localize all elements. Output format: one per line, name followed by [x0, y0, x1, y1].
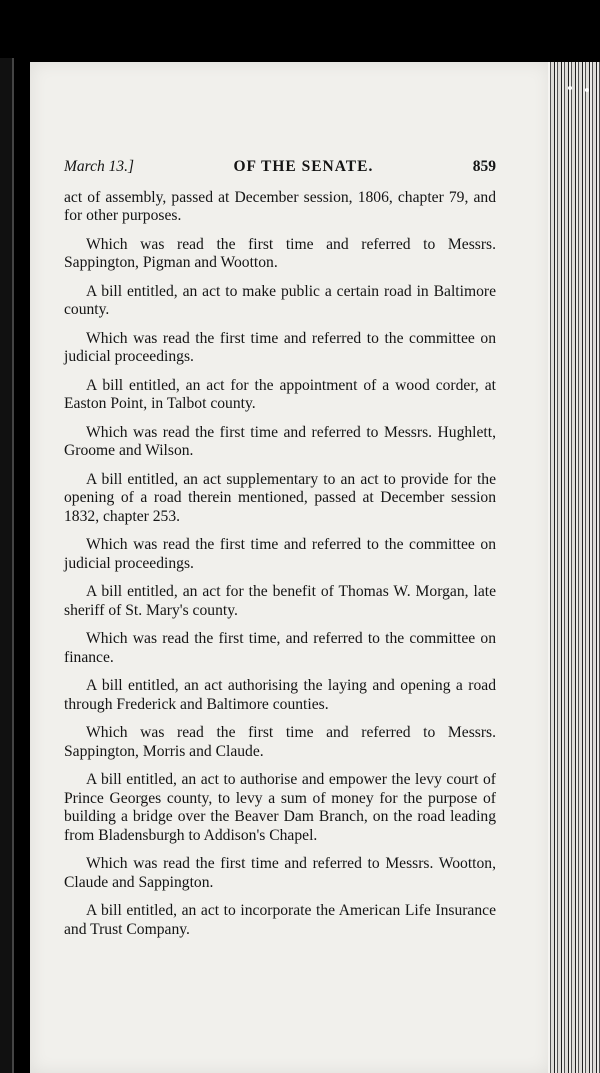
paragraph: Which was read the first time and referred to Messrs. Hughlett, Groome and Wilson.	[64, 423, 496, 459]
paragraph: A bill entitled, an act to make public a certain road in Baltimore county.	[64, 282, 496, 318]
paragraph: A bill entitled, an act to authorise and empower the levy court of Prince Georges county, to levy a sum of money for the purpose of building a bridge over the Beaver Dam Branch, on the road leading from Bladensburgh to Addison's Chapel.	[64, 771, 496, 844]
paragraph: A bill entitled, an act supplementary to an act to provide for the opening of a road therein mentioned, passed at December session 1832, chapter 253.	[64, 470, 496, 525]
paragraph: Which was read the first time and referred to Messrs. Wootton, Claude and Sappington.	[64, 855, 496, 891]
paragraph: act of assembly, passed at December session, 1806, chapter 79, and for other purposes.	[64, 188, 496, 224]
scan-speck	[568, 86, 572, 90]
page-fore-edge	[548, 62, 600, 1073]
header-date: March 13.]	[64, 158, 135, 175]
running-header	[64, 158, 496, 177]
paragraph: A bill entitled, an act for the appointment of a wood corder, at Easton Point, in Talbot county.	[64, 376, 496, 412]
paragraph: Which was read the first time and referred to Messrs. Sappington, Morris and Claude.	[64, 724, 496, 760]
scan-speck	[585, 88, 589, 92]
paragraph: A bill entitled, an act authorising the laying and opening a road through Frederick and Baltimore counties.	[64, 677, 496, 713]
paragraph: Which was read the first time and referred to the committee on judicial proceedings.	[64, 536, 496, 572]
paragraph: Which was read the first time, and referred to the committee on finance.	[64, 630, 496, 666]
paragraph: Which was read the first time and referred to Messrs. Sappington, Pigman and Wootton.	[64, 235, 496, 271]
book-spine-edge	[0, 58, 14, 1073]
paragraph: Which was read the first time and referred to the committee on judicial proceedings.	[64, 329, 496, 365]
page-text	[64, 158, 496, 949]
header-title: OF THE SENATE.	[233, 158, 374, 175]
paragraph: A bill entitled, an act for the benefit of Thomas W. Morgan, late sheriff of St. Mary's county.	[64, 583, 496, 619]
page-number: 859	[472, 158, 496, 175]
paragraph: A bill entitled, an act to incorporate the American Life Insurance and Trust Company.	[64, 902, 496, 938]
